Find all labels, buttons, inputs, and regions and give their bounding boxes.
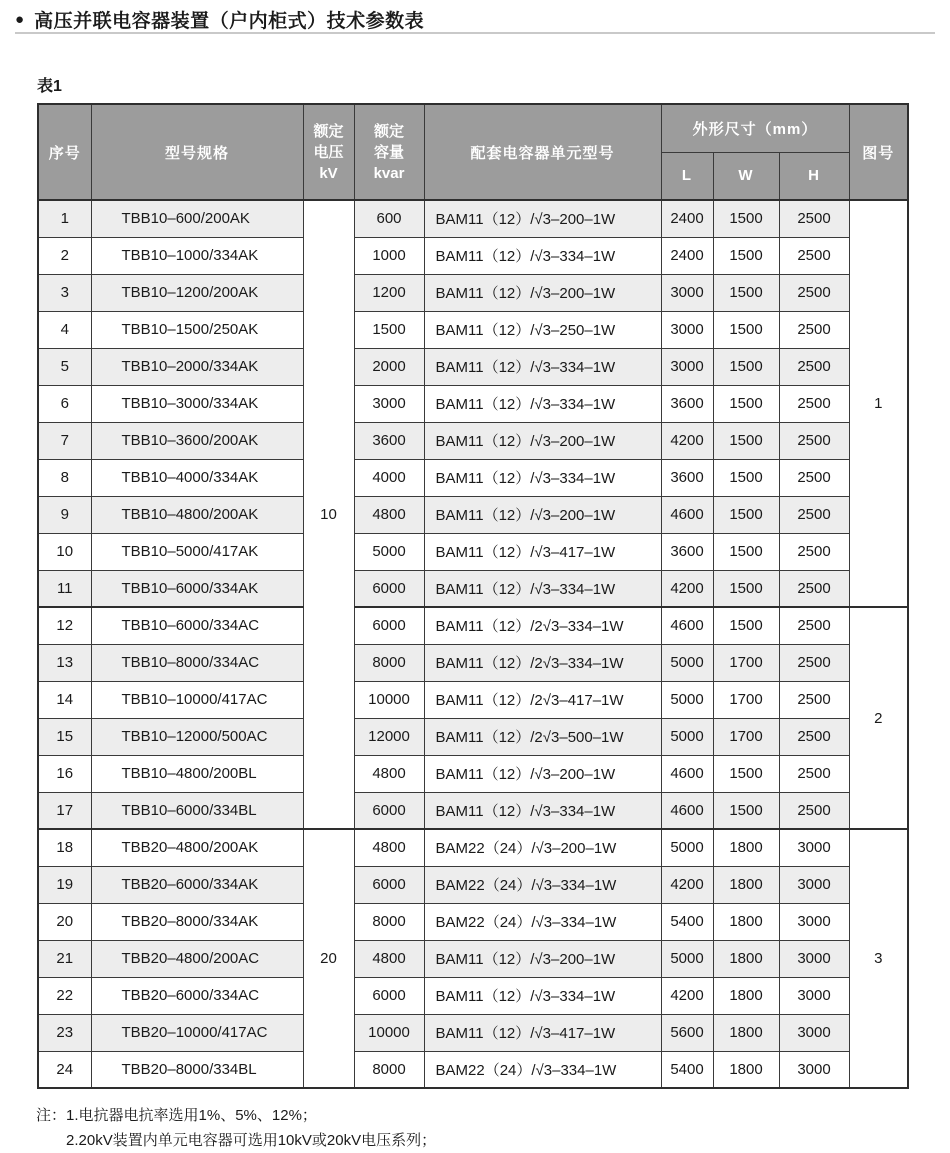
col-header-seq: 序号 (38, 104, 91, 200)
rated-voltage: 10 (303, 200, 354, 829)
table-row (38, 681, 908, 718)
model-spec: TBB10–2000/334AK (91, 348, 303, 385)
dim-l: 4600 (661, 496, 713, 533)
row-number: 15 (38, 718, 91, 755)
capacitor-unit-model: BAM22（24）/√3–334–1W (424, 866, 661, 903)
table-row (38, 940, 908, 977)
table-row (38, 496, 908, 533)
bullet-icon: ● (15, 11, 25, 28)
dim-h: 3000 (779, 866, 849, 903)
model-spec: TBB20–10000/417AC (91, 1014, 303, 1051)
footnotes (36, 1103, 436, 1153)
title-divider (15, 32, 935, 34)
model-spec: TBB10–3600/200AK (91, 422, 303, 459)
dim-l: 2400 (661, 237, 713, 274)
model-spec: TBB10–6000/334AC (91, 607, 303, 644)
dim-w: 1500 (713, 274, 779, 311)
dim-l: 4600 (661, 755, 713, 792)
dim-l: 5000 (661, 644, 713, 681)
page-title: 高压并联电容器装置（户内柜式）技术参数表 (34, 11, 425, 32)
table-row (38, 422, 908, 459)
rated-capacity: 12000 (354, 718, 424, 755)
rated-capacity: 4800 (354, 496, 424, 533)
table-row (38, 274, 908, 311)
header-line: kvar (373, 164, 405, 182)
figure-number: 1 (849, 200, 908, 607)
col-header-model: 型号规格 (91, 104, 303, 200)
model-spec: TBB10–4800/200AK (91, 496, 303, 533)
dim-l: 3000 (661, 348, 713, 385)
rated-capacity: 4800 (354, 940, 424, 977)
dim-w: 1800 (713, 940, 779, 977)
parameters-table (37, 103, 909, 1089)
dim-h: 2500 (779, 237, 849, 274)
rated-capacity: 1200 (354, 274, 424, 311)
col-header-figure: 图号 (849, 104, 908, 200)
table-row (38, 237, 908, 274)
dim-w: 1500 (713, 533, 779, 570)
model-spec: TBB10–3000/334AK (91, 385, 303, 422)
row-number: 10 (38, 533, 91, 570)
row-number: 13 (38, 644, 91, 681)
model-spec: TBB20–6000/334AC (91, 977, 303, 1014)
row-number: 14 (38, 681, 91, 718)
model-spec: TBB10–5000/417AK (91, 533, 303, 570)
rated-capacity: 1000 (354, 237, 424, 274)
col-header-rated-voltage (303, 104, 354, 200)
dim-w: 1500 (713, 607, 779, 644)
dim-w: 1500 (713, 755, 779, 792)
capacitor-unit-model: BAM11（12）/2√3–500–1W (424, 718, 661, 755)
capacitor-unit-model: BAM11（12）/√3–334–1W (424, 237, 661, 274)
dim-h: 2500 (779, 496, 849, 533)
table-row (38, 977, 908, 1014)
dim-h: 2500 (779, 755, 849, 792)
dim-l: 4200 (661, 977, 713, 1014)
model-spec: TBB10–1500/250AK (91, 311, 303, 348)
rated-capacity: 4000 (354, 459, 424, 496)
table-row (38, 311, 908, 348)
dim-h: 2500 (779, 422, 849, 459)
dim-h: 2500 (779, 348, 849, 385)
dim-w: 1500 (713, 200, 779, 237)
dim-h: 2500 (779, 200, 849, 237)
rated-capacity: 6000 (354, 866, 424, 903)
rated-voltage: 20 (303, 829, 354, 1088)
dim-h: 3000 (779, 940, 849, 977)
model-spec: TBB10–4800/200BL (91, 755, 303, 792)
rated-capacity: 8000 (354, 903, 424, 940)
footnote-line: 1.电抗器电抗率选用1%、5%、12%； (66, 1107, 317, 1124)
table-row (38, 533, 908, 570)
rated-capacity: 2000 (354, 348, 424, 385)
dim-l: 3600 (661, 385, 713, 422)
rated-capacity: 3000 (354, 385, 424, 422)
dim-w: 1800 (713, 866, 779, 903)
header-line: kV (319, 164, 338, 182)
model-spec: TBB10–600/200AK (91, 200, 303, 237)
dim-l: 2400 (661, 200, 713, 237)
table-row (38, 866, 908, 903)
row-number: 1 (38, 200, 91, 237)
capacitor-unit-model: BAM11（12）/√3–200–1W (424, 200, 661, 237)
capacitor-unit-model: BAM22（24）/√3–200–1W (424, 829, 661, 866)
dim-w: 1500 (713, 792, 779, 829)
dim-l: 5600 (661, 1014, 713, 1051)
rated-capacity: 3600 (354, 422, 424, 459)
model-spec: TBB10–6000/334BL (91, 792, 303, 829)
dim-h: 2500 (779, 792, 849, 829)
dim-w: 1500 (713, 237, 779, 274)
row-number: 8 (38, 459, 91, 496)
dim-l: 4600 (661, 607, 713, 644)
col-header-dim-w: W (713, 152, 779, 200)
table-label: 表1 (37, 78, 62, 95)
row-number: 7 (38, 422, 91, 459)
capacitor-unit-model: BAM11（12）/√3–334–1W (424, 385, 661, 422)
row-number: 22 (38, 977, 91, 1014)
model-spec: TBB20–6000/334AK (91, 866, 303, 903)
model-spec: TBB10–8000/334AC (91, 644, 303, 681)
row-number: 6 (38, 385, 91, 422)
row-number: 12 (38, 607, 91, 644)
table-row (38, 348, 908, 385)
dim-l: 5000 (661, 940, 713, 977)
model-spec: TBB20–8000/334BL (91, 1051, 303, 1088)
capacitor-unit-model: BAM11（12）/√3–334–1W (424, 792, 661, 829)
row-number: 9 (38, 496, 91, 533)
dim-h: 2500 (779, 718, 849, 755)
table-row (38, 459, 908, 496)
dim-w: 1700 (713, 718, 779, 755)
page-title-row (15, 6, 424, 33)
dim-w: 1500 (713, 422, 779, 459)
col-header-unit-model: 配套电容器单元型号 (424, 104, 661, 200)
dim-w: 1800 (713, 1014, 779, 1051)
dim-w: 1800 (713, 977, 779, 1014)
model-spec: TBB10–10000/417AC (91, 681, 303, 718)
dim-w: 1500 (713, 385, 779, 422)
dim-w: 1500 (713, 311, 779, 348)
row-number: 17 (38, 792, 91, 829)
row-number: 3 (38, 274, 91, 311)
table-row (38, 792, 908, 829)
row-number: 5 (38, 348, 91, 385)
model-spec: TBB10–1000/334AK (91, 237, 303, 274)
capacitor-unit-model: BAM22（24）/√3–334–1W (424, 903, 661, 940)
dim-h: 3000 (779, 1014, 849, 1051)
dim-w: 1500 (713, 570, 779, 607)
dim-w: 1500 (713, 496, 779, 533)
capacitor-unit-model: BAM11（12）/√3–417–1W (424, 533, 661, 570)
table-row (38, 644, 908, 681)
capacitor-unit-model: BAM11（12）/2√3–334–1W (424, 644, 661, 681)
dim-h: 2500 (779, 644, 849, 681)
table-row (38, 755, 908, 792)
capacitor-unit-model: BAM11（12）/√3–200–1W (424, 755, 661, 792)
row-number: 18 (38, 829, 91, 866)
dim-l: 3600 (661, 459, 713, 496)
table-row (38, 200, 908, 237)
dim-w: 1700 (713, 681, 779, 718)
capacitor-unit-model: BAM11（12）/√3–334–1W (424, 570, 661, 607)
capacitor-unit-model: BAM11（12）/√3–334–1W (424, 459, 661, 496)
dim-l: 5400 (661, 1051, 713, 1088)
dim-h: 2500 (779, 274, 849, 311)
dim-h: 2500 (779, 385, 849, 422)
row-number: 20 (38, 903, 91, 940)
table-row (38, 829, 908, 866)
dim-l: 4200 (661, 866, 713, 903)
dim-l: 4200 (661, 422, 713, 459)
rated-capacity: 10000 (354, 681, 424, 718)
dim-h: 2500 (779, 570, 849, 607)
dim-l: 5000 (661, 829, 713, 866)
table-row (38, 1051, 908, 1088)
rated-capacity: 8000 (354, 644, 424, 681)
model-spec: TBB10–12000/500AC (91, 718, 303, 755)
model-spec: TBB10–6000/334AK (91, 570, 303, 607)
table-row (38, 1014, 908, 1051)
dim-w: 1500 (713, 459, 779, 496)
capacitor-unit-model: BAM11（12）/√3–200–1W (424, 274, 661, 311)
figure-number: 3 (849, 829, 908, 1088)
capacitor-unit-model: BAM11（12）/√3–334–1W (424, 977, 661, 1014)
rated-capacity: 6000 (354, 607, 424, 644)
dim-h: 2500 (779, 533, 849, 570)
dim-h: 2500 (779, 311, 849, 348)
dim-l: 5400 (661, 903, 713, 940)
model-spec: TBB10–4000/334AK (91, 459, 303, 496)
model-spec: TBB20–4800/200AK (91, 829, 303, 866)
figure-number: 2 (849, 607, 908, 829)
dim-l: 4200 (661, 570, 713, 607)
dim-l: 5000 (661, 681, 713, 718)
footnote-line: 2.20kV装置内单元电容器可选用10kV或20kV电压系列； (66, 1132, 437, 1149)
header-line: 容量 (373, 143, 404, 161)
col-header-rated-capacity (354, 104, 424, 200)
rated-capacity: 8000 (354, 1051, 424, 1088)
capacitor-unit-model: BAM11（12）/√3–200–1W (424, 496, 661, 533)
col-header-dimensions: 外形尺寸（mm） (661, 104, 849, 152)
table-row (38, 570, 908, 607)
row-number: 24 (38, 1051, 91, 1088)
dim-w: 1800 (713, 829, 779, 866)
dim-w: 1700 (713, 644, 779, 681)
capacitor-unit-model: BAM22（24）/√3–334–1W (424, 1051, 661, 1088)
row-number: 21 (38, 940, 91, 977)
capacitor-unit-model: BAM11（12）/√3–200–1W (424, 422, 661, 459)
rated-capacity: 5000 (354, 533, 424, 570)
row-number: 19 (38, 866, 91, 903)
footnote-prefix: 注： (36, 1107, 67, 1124)
table-row (38, 718, 908, 755)
header-line: 额定 (313, 122, 344, 140)
dim-l: 5000 (661, 718, 713, 755)
model-spec: TBB10–1200/200AK (91, 274, 303, 311)
table-row (38, 607, 908, 644)
rated-capacity: 4800 (354, 829, 424, 866)
rated-capacity: 6000 (354, 792, 424, 829)
table-body (38, 200, 908, 1088)
row-number: 16 (38, 755, 91, 792)
capacitor-unit-model: BAM11（12）/√3–417–1W (424, 1014, 661, 1051)
model-spec: TBB20–8000/334AK (91, 903, 303, 940)
dim-l: 3000 (661, 311, 713, 348)
dim-h: 3000 (779, 1051, 849, 1088)
table-row (38, 385, 908, 422)
row-number: 11 (38, 570, 91, 607)
rated-capacity: 10000 (354, 1014, 424, 1051)
dim-l: 3600 (661, 533, 713, 570)
dim-h: 2500 (779, 459, 849, 496)
header-line: 额定 (373, 122, 404, 140)
col-header-dim-l: L (661, 152, 713, 200)
header-line: 电压 (313, 143, 344, 161)
dim-h: 3000 (779, 829, 849, 866)
dim-h: 3000 (779, 977, 849, 1014)
dim-w: 1800 (713, 1051, 779, 1088)
dim-h: 2500 (779, 607, 849, 644)
capacitor-unit-model: BAM11（12）/√3–200–1W (424, 940, 661, 977)
capacitor-unit-model: BAM11（12）/√3–250–1W (424, 311, 661, 348)
rated-capacity: 600 (354, 200, 424, 237)
row-number: 23 (38, 1014, 91, 1051)
model-spec: TBB20–4800/200AC (91, 940, 303, 977)
row-number: 4 (38, 311, 91, 348)
col-header-dim-h: H (779, 152, 849, 200)
capacitor-unit-model: BAM11（12）/√3–334–1W (424, 348, 661, 385)
dim-l: 4600 (661, 792, 713, 829)
capacitor-unit-model: BAM11（12）/2√3–417–1W (424, 681, 661, 718)
table-row (38, 903, 908, 940)
rated-capacity: 1500 (354, 311, 424, 348)
rated-capacity: 4800 (354, 755, 424, 792)
dim-h: 3000 (779, 903, 849, 940)
dim-w: 1800 (713, 903, 779, 940)
dim-h: 2500 (779, 681, 849, 718)
row-number: 2 (38, 237, 91, 274)
table-header (38, 104, 908, 200)
capacitor-unit-model: BAM11（12）/2√3–334–1W (424, 607, 661, 644)
dim-w: 1500 (713, 348, 779, 385)
rated-capacity: 6000 (354, 977, 424, 1014)
rated-capacity: 6000 (354, 570, 424, 607)
dim-l: 3000 (661, 274, 713, 311)
